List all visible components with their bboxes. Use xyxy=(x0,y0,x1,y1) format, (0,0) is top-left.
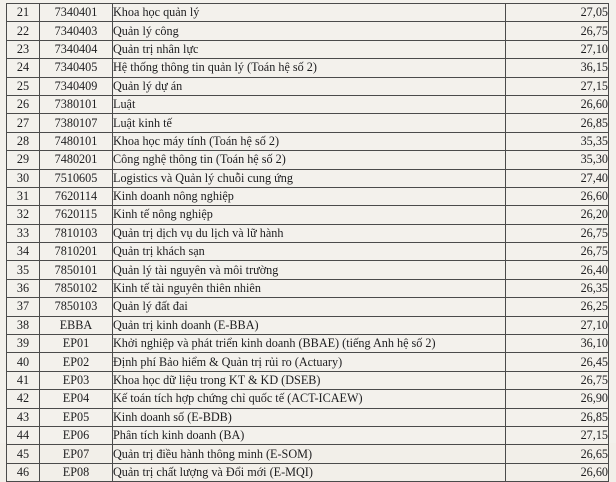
row-number: 32 xyxy=(7,206,40,224)
table-row xyxy=(7,4,609,22)
major-code: EP05 xyxy=(40,408,113,426)
row-number: 39 xyxy=(7,335,40,353)
major-name: Quản trị dịch vụ du lịch và lữ hành xyxy=(113,224,506,242)
major-code: EP04 xyxy=(40,390,113,408)
major-name: Quản trị nhân lực xyxy=(113,40,506,58)
cutoff-score: 26,60 xyxy=(506,95,609,113)
major-name: Quản trị điều hành thông minh (E-SOM) xyxy=(113,445,506,463)
major-name: Logistics và Quản lý chuỗi cung ứng xyxy=(113,169,506,187)
major-code: 7850102 xyxy=(40,279,113,297)
major-name: Kinh tế tài nguyên thiên nhiên xyxy=(113,279,506,297)
cutoff-score: 26,60 xyxy=(506,187,609,205)
major-name: Quản lý dự án xyxy=(113,77,506,95)
major-code: 7810201 xyxy=(40,243,113,261)
major-name: Kinh tế nông nghiệp xyxy=(113,206,506,224)
cutoff-score: 26,45 xyxy=(506,353,609,371)
major-name: Kinh doanh nông nghiệp xyxy=(113,187,506,205)
major-code: 7340403 xyxy=(40,22,113,40)
row-number: 34 xyxy=(7,243,40,261)
table-row xyxy=(7,390,609,408)
row-number: 46 xyxy=(7,463,40,481)
major-code: 7620114 xyxy=(40,187,113,205)
cutoff-score: 27,15 xyxy=(506,426,609,444)
cutoff-score: 36,10 xyxy=(506,335,609,353)
major-name: Công nghệ thông tin (Toán hệ số 2) xyxy=(113,151,506,169)
row-number: 29 xyxy=(7,151,40,169)
table-row xyxy=(7,22,609,40)
cutoff-score: 26,65 xyxy=(506,445,609,463)
table-row xyxy=(7,132,609,150)
row-number: 27 xyxy=(7,114,40,132)
major-name: Khoa học quản lý xyxy=(113,4,506,22)
table-body xyxy=(7,4,609,482)
major-name: Quản lý công xyxy=(113,22,506,40)
major-code: EP08 xyxy=(40,463,113,481)
major-code: 7480201 xyxy=(40,151,113,169)
row-number: 23 xyxy=(7,40,40,58)
row-number: 41 xyxy=(7,371,40,389)
table-row xyxy=(7,279,609,297)
major-code: 7340404 xyxy=(40,40,113,58)
major-name: Quản trị khách sạn xyxy=(113,243,506,261)
major-code: 7510605 xyxy=(40,169,113,187)
major-name: Phân tích kinh doanh (BA) xyxy=(113,426,506,444)
table-row xyxy=(7,40,609,58)
major-code: EP06 xyxy=(40,426,113,444)
major-code: EBBA xyxy=(40,316,113,334)
table-row xyxy=(7,151,609,169)
major-name: Khởi nghiệp và phát triển kinh doanh (BBAE) (tiếng Anh hệ số 2) xyxy=(113,335,506,353)
major-name: Quản lý tài nguyên và môi trường xyxy=(113,261,506,279)
table-row xyxy=(7,59,609,77)
major-name: Hệ thống thông tin quản lý (Toán hệ số 2) xyxy=(113,59,506,77)
cutoff-score: 26,75 xyxy=(506,371,609,389)
table-row xyxy=(7,353,609,371)
cutoff-score: 26,20 xyxy=(506,206,609,224)
cutoff-score: 27,10 xyxy=(506,40,609,58)
major-code: 7810103 xyxy=(40,224,113,242)
cutoff-score: 26,85 xyxy=(506,408,609,426)
row-number: 42 xyxy=(7,390,40,408)
table-row xyxy=(7,95,609,113)
major-name: Quản trị chất lượng và Đổi mới (E-MQI) xyxy=(113,463,506,481)
major-code: EP03 xyxy=(40,371,113,389)
cutoff-score: 26,75 xyxy=(506,243,609,261)
row-number: 25 xyxy=(7,77,40,95)
major-code: EP01 xyxy=(40,335,113,353)
major-code: 7380107 xyxy=(40,114,113,132)
row-number: 31 xyxy=(7,187,40,205)
cutoff-score: 35,35 xyxy=(506,132,609,150)
row-number: 33 xyxy=(7,224,40,242)
row-number: 26 xyxy=(7,95,40,113)
cutoff-score: 26,35 xyxy=(506,279,609,297)
cutoff-score: 26,75 xyxy=(506,224,609,242)
row-number: 38 xyxy=(7,316,40,334)
major-code: 7480101 xyxy=(40,132,113,150)
cutoff-score: 27,05 xyxy=(506,4,609,22)
row-number: 24 xyxy=(7,59,40,77)
major-name: Kế toán tích hợp chứng chỉ quốc tế (ACT-ICAEW) xyxy=(113,390,506,408)
row-number: 44 xyxy=(7,426,40,444)
major-name: Luật kinh tế xyxy=(113,114,506,132)
table-row xyxy=(7,77,609,95)
cutoff-score: 26,40 xyxy=(506,261,609,279)
major-name: Luật xyxy=(113,95,506,113)
cutoff-score: 26,25 xyxy=(506,298,609,316)
cutoff-score: 26,60 xyxy=(506,463,609,481)
major-name: Khoa học dữ liệu trong KT & KD (DSEB) xyxy=(113,371,506,389)
table-row xyxy=(7,316,609,334)
admission-score-table xyxy=(6,3,609,482)
major-code: 7340409 xyxy=(40,77,113,95)
table-row xyxy=(7,206,609,224)
major-code: 7340401 xyxy=(40,4,113,22)
cutoff-score: 27,15 xyxy=(506,77,609,95)
table-row xyxy=(7,224,609,242)
major-code: EP07 xyxy=(40,445,113,463)
row-number: 43 xyxy=(7,408,40,426)
table-row xyxy=(7,445,609,463)
cutoff-score: 35,30 xyxy=(506,151,609,169)
table-row xyxy=(7,408,609,426)
major-name: Khoa học máy tính (Toán hệ số 2) xyxy=(113,132,506,150)
row-number: 40 xyxy=(7,353,40,371)
cutoff-score: 26,85 xyxy=(506,114,609,132)
table-row xyxy=(7,371,609,389)
major-name: Định phí Bảo hiểm & Quản trị rủi ro (Actuary) xyxy=(113,353,506,371)
row-number: 45 xyxy=(7,445,40,463)
row-number: 35 xyxy=(7,261,40,279)
cutoff-score: 36,15 xyxy=(506,59,609,77)
table-row xyxy=(7,335,609,353)
major-name: Kinh doanh số (E-BDB) xyxy=(113,408,506,426)
major-code: 7380101 xyxy=(40,95,113,113)
major-code: EP02 xyxy=(40,353,113,371)
cutoff-score: 26,75 xyxy=(506,22,609,40)
major-code: 7850101 xyxy=(40,261,113,279)
table-row xyxy=(7,463,609,481)
row-number: 28 xyxy=(7,132,40,150)
major-name: Quản lý đất đai xyxy=(113,298,506,316)
table-row xyxy=(7,187,609,205)
major-code: 7340405 xyxy=(40,59,113,77)
major-code: 7850103 xyxy=(40,298,113,316)
table-row xyxy=(7,298,609,316)
table-row xyxy=(7,261,609,279)
cutoff-score: 27,40 xyxy=(506,169,609,187)
row-number: 37 xyxy=(7,298,40,316)
row-number: 22 xyxy=(7,22,40,40)
table-row xyxy=(7,169,609,187)
table-row xyxy=(7,426,609,444)
row-number: 30 xyxy=(7,169,40,187)
cutoff-score: 26,90 xyxy=(506,390,609,408)
major-name: Quản trị kinh doanh (E-BBA) xyxy=(113,316,506,334)
row-number: 36 xyxy=(7,279,40,297)
table-row xyxy=(7,243,609,261)
row-number: 21 xyxy=(7,4,40,22)
cutoff-score: 27,10 xyxy=(506,316,609,334)
table-row xyxy=(7,114,609,132)
major-code: 7620115 xyxy=(40,206,113,224)
